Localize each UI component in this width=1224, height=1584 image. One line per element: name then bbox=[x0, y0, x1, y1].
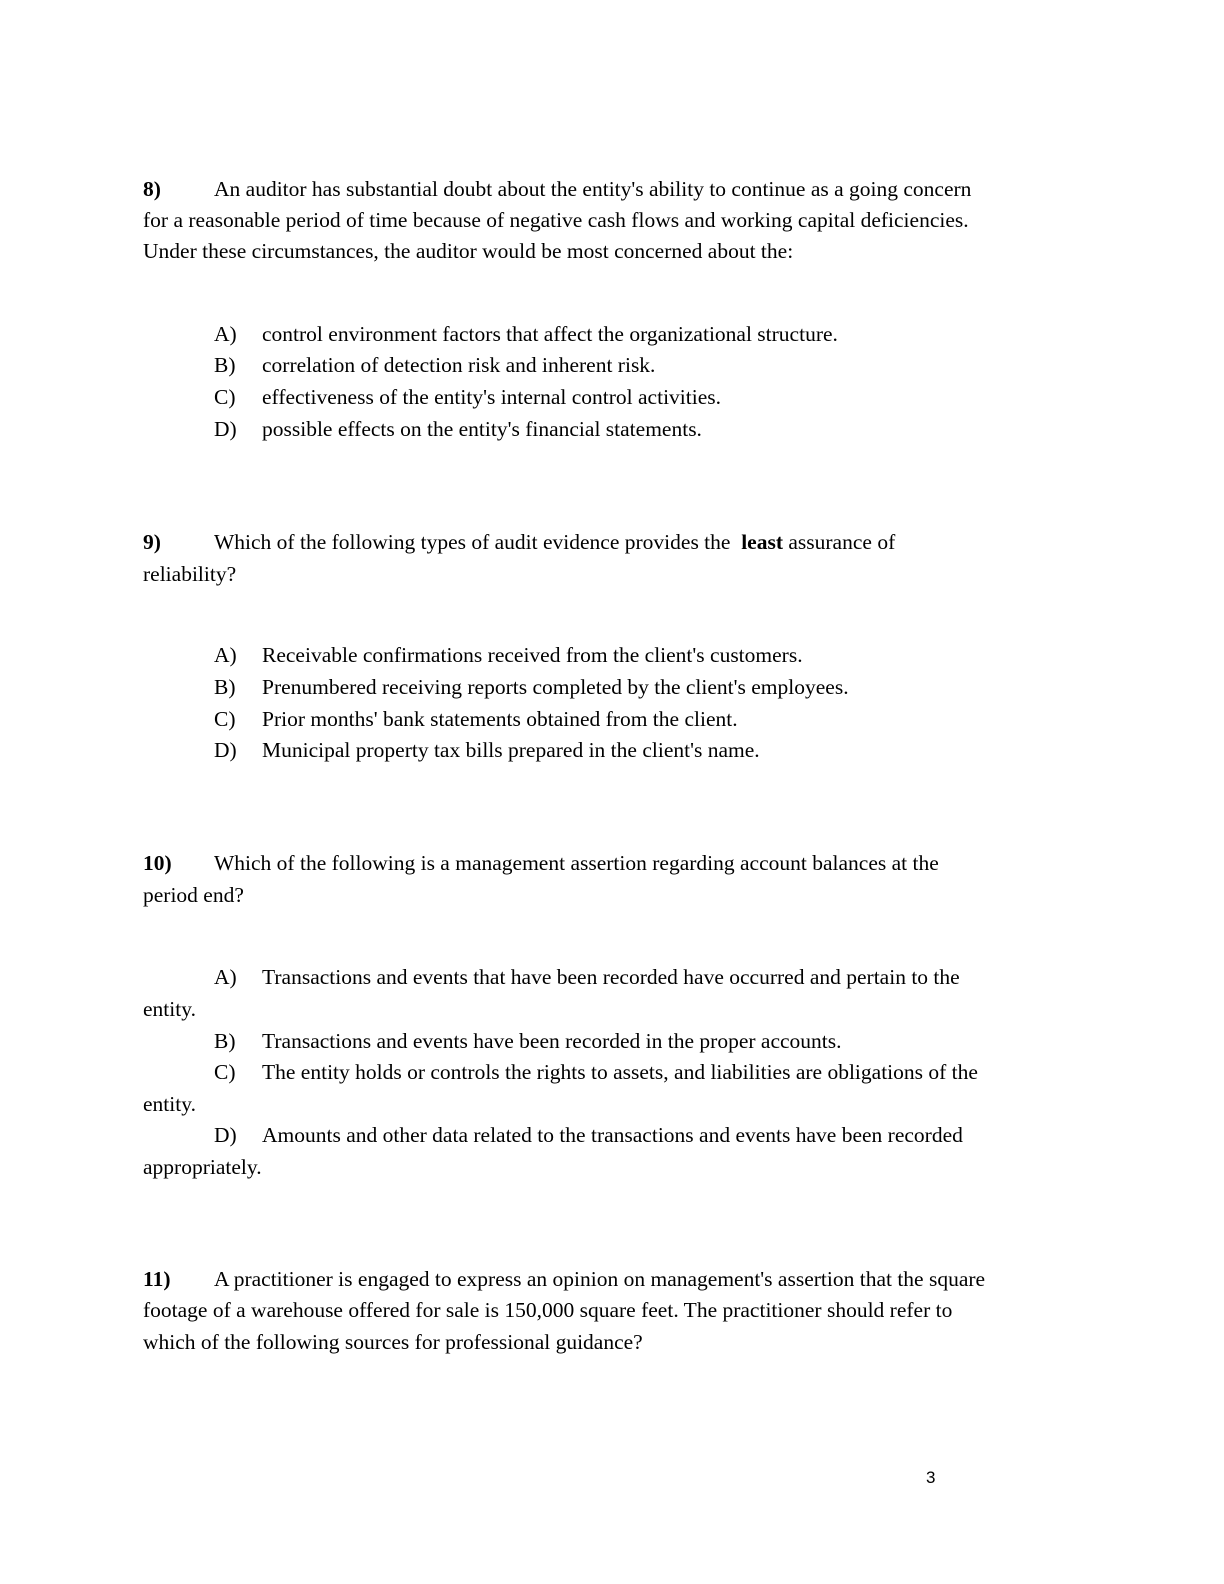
question-number: 8) bbox=[143, 177, 161, 201]
option-text: possible effects on the entity's financial statements. bbox=[262, 417, 702, 441]
question-text: which of the following sources for professional guidance? bbox=[143, 1330, 643, 1354]
option-letter: C) bbox=[214, 385, 236, 409]
question-text: for a reasonable period of time because of negative cash flows and working capital deficiencies. bbox=[143, 208, 969, 232]
option-letter: A) bbox=[214, 322, 237, 346]
option-text: Municipal property tax bills prepared in the client's name. bbox=[262, 738, 760, 762]
option-text: Transactions and events have been recorded in the proper accounts. bbox=[262, 1029, 842, 1053]
option-text: Prenumbered receiving reports completed by the client's employees. bbox=[262, 675, 849, 699]
question-number: 10) bbox=[143, 851, 172, 875]
question-text-pre: Which of the following types of audit evidence provides the bbox=[214, 530, 736, 554]
question-number: 11) bbox=[143, 1267, 171, 1291]
question-text bbox=[214, 529, 895, 555]
option-text: entity. bbox=[143, 1092, 196, 1116]
question-text: A practitioner is engaged to express an opinion on management's assertion that the square bbox=[214, 1267, 986, 1291]
option-text: correlation of detection risk and inherent risk. bbox=[262, 353, 656, 377]
option-text: Receivable confirmations received from the client's customers. bbox=[262, 643, 803, 667]
option-text: control environment factors that affect the organizational structure. bbox=[262, 322, 838, 346]
option-text: effectiveness of the entity's internal control activities. bbox=[262, 385, 722, 409]
option-letter: B) bbox=[214, 1029, 236, 1053]
question-text: Under these circumstances, the auditor would be most concerned about the: bbox=[143, 239, 794, 263]
question-text: An auditor has substantial doubt about the entity's ability to continue as a going concern bbox=[214, 177, 972, 201]
question-text-post: assurance of bbox=[783, 530, 896, 554]
option-text: Amounts and other data related to the transactions and events have been recorded bbox=[262, 1123, 963, 1147]
option-letter: A) bbox=[214, 965, 237, 989]
option-text: The entity holds or controls the rights to assets, and liabilities are obligations of the bbox=[262, 1060, 978, 1084]
option-letter: C) bbox=[214, 707, 236, 731]
option-letter: B) bbox=[214, 675, 236, 699]
option-text: appropriately. bbox=[143, 1155, 262, 1179]
option-letter: D) bbox=[214, 1123, 237, 1147]
question-text: Which of the following is a management assertion regarding account balances at the bbox=[214, 851, 939, 875]
option-letter: C) bbox=[214, 1060, 236, 1084]
option-text: entity. bbox=[143, 997, 196, 1021]
option-text: Transactions and events that have been recorded have occurred and pertain to the bbox=[262, 965, 960, 989]
option-letter: B) bbox=[214, 353, 236, 377]
question-text: reliability? bbox=[143, 562, 237, 586]
option-text: Prior months' bank statements obtained from the client. bbox=[262, 707, 738, 731]
option-letter: D) bbox=[214, 417, 237, 441]
question-number: 9) bbox=[143, 530, 161, 554]
emphasis-least: least bbox=[741, 530, 783, 554]
question-text: period end? bbox=[143, 883, 244, 907]
option-letter: A) bbox=[214, 643, 237, 667]
question-text: footage of a warehouse offered for sale is 150,000 square feet. The practitioner should refer to bbox=[143, 1298, 953, 1322]
page-number: 3 bbox=[926, 1468, 936, 1487]
option-letter: D) bbox=[214, 738, 237, 762]
